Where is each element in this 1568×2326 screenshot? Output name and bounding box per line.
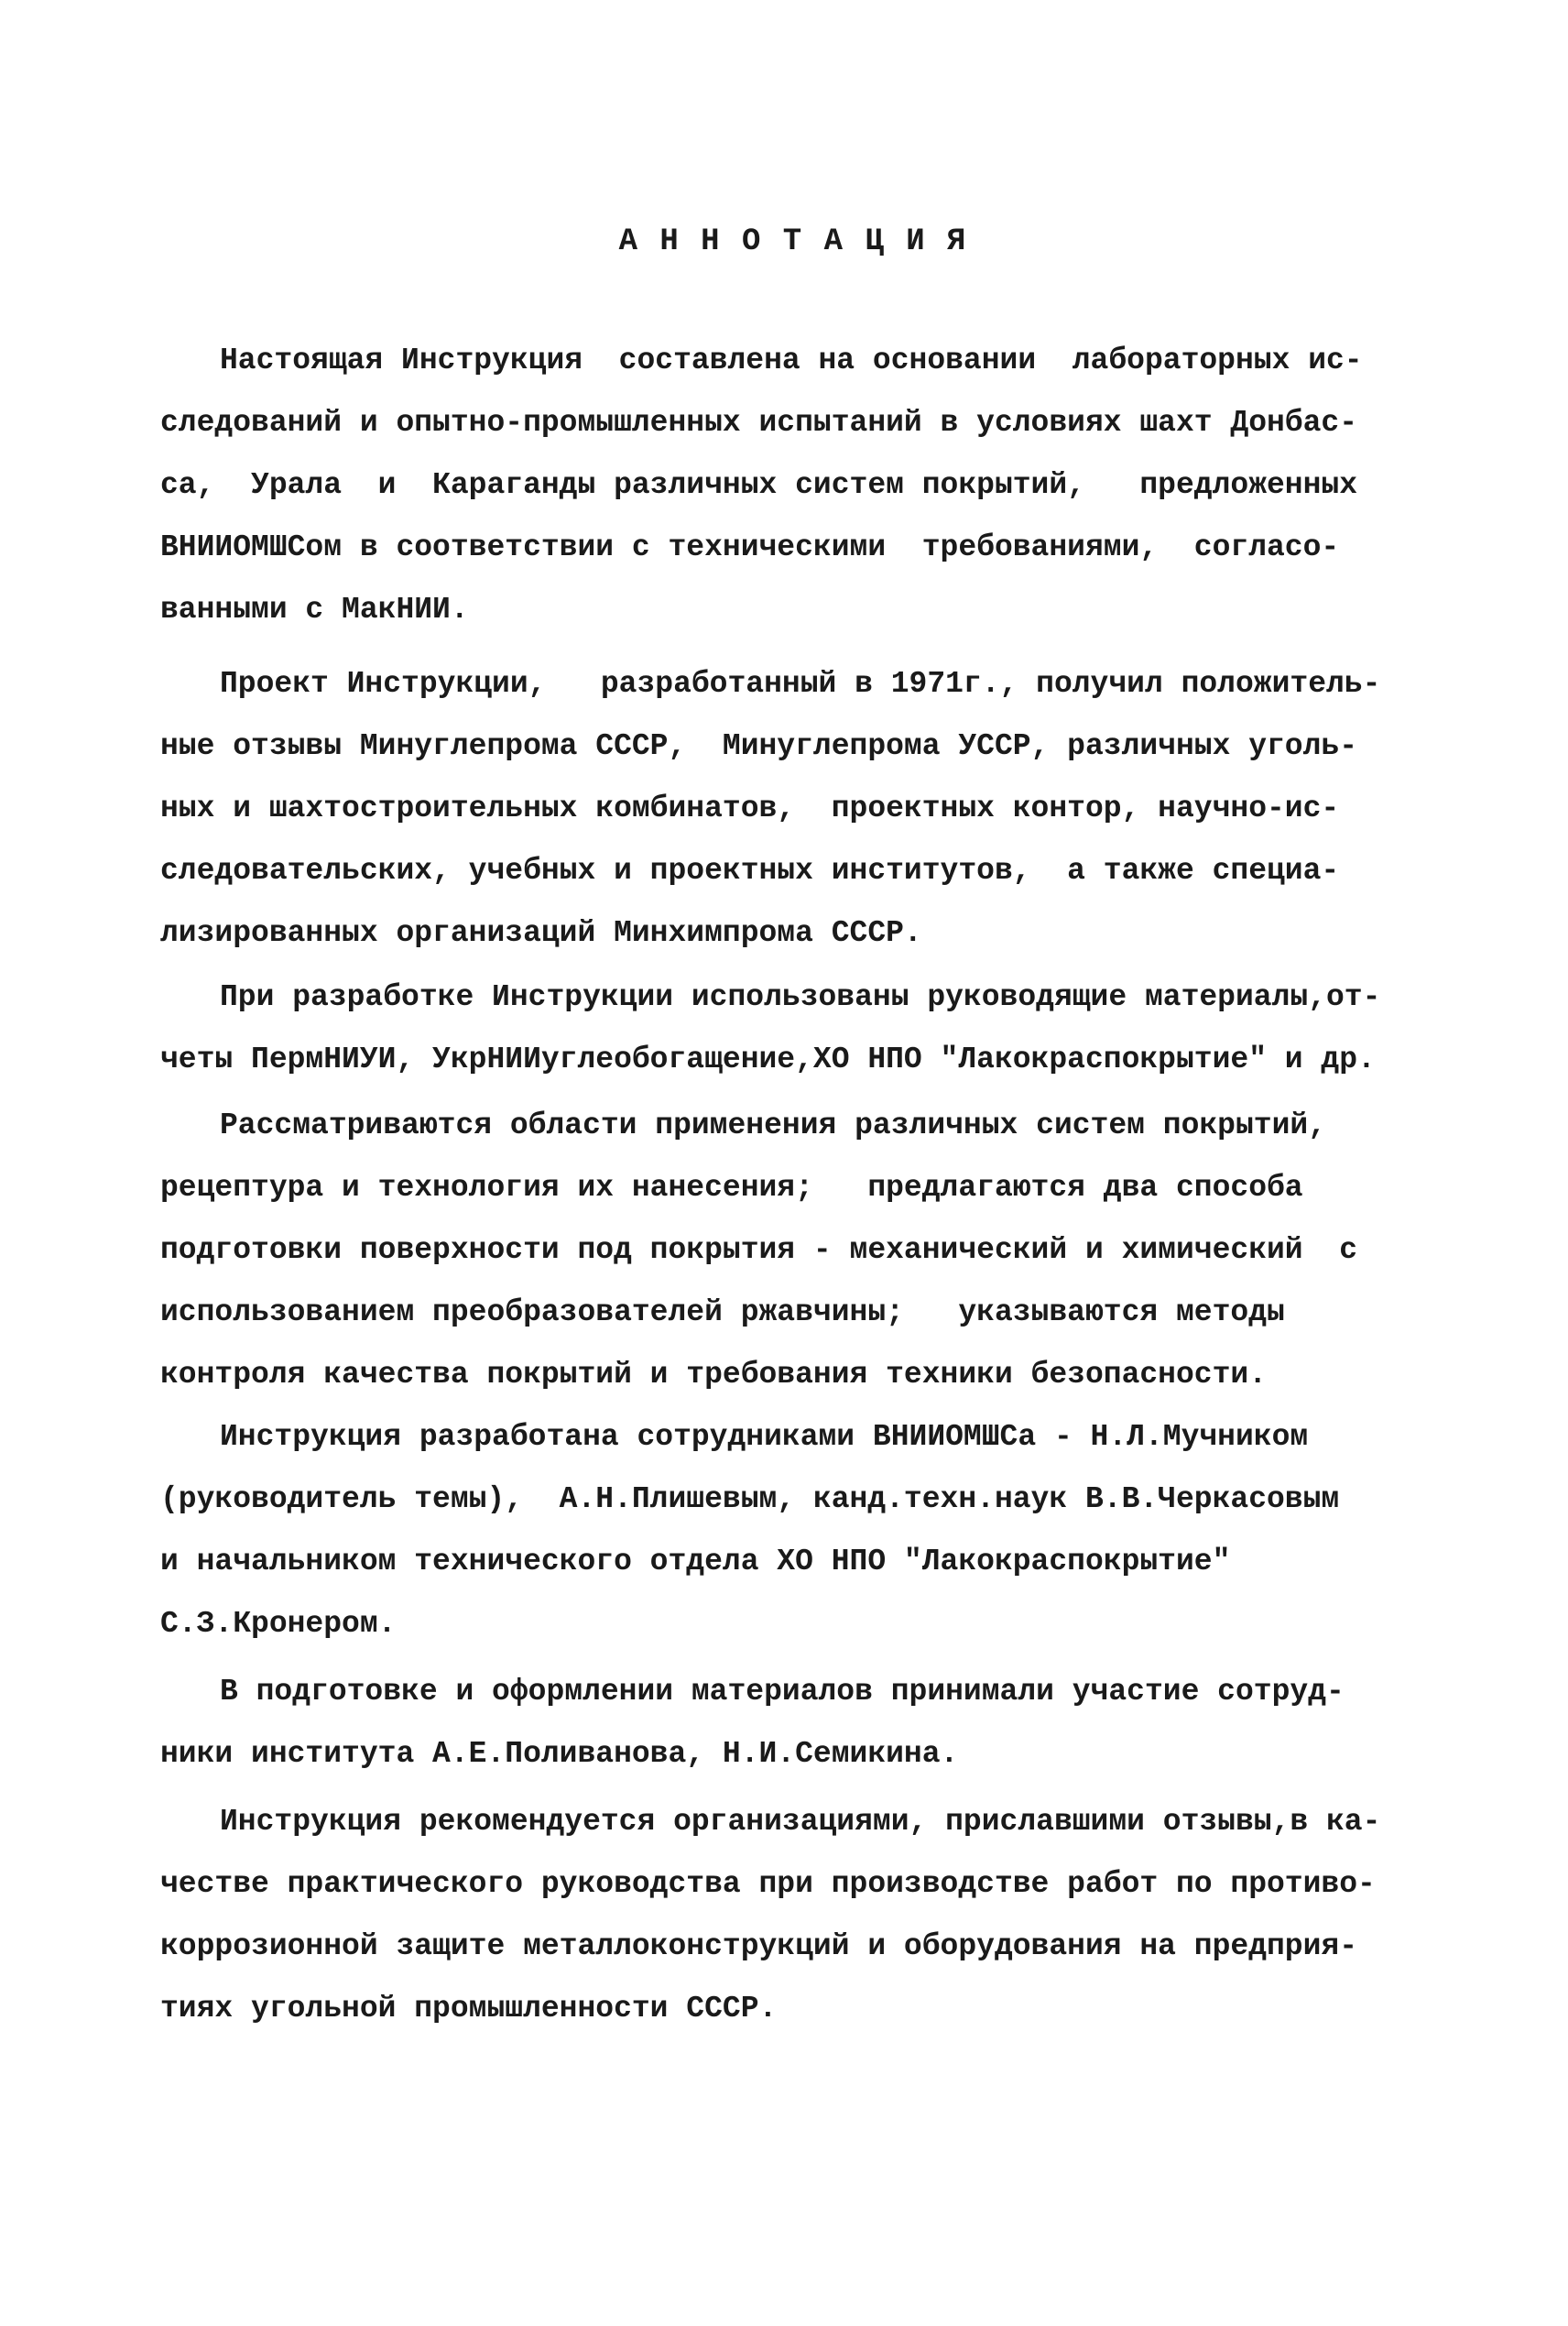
text-line: (руководитель темы), А.Н.Плишевым, канд.техн.наук В.В.Черкасовым bbox=[160, 1482, 1340, 1516]
text-line: ных и шахтостроительных комбинатов, проектных контор, научно-ис- bbox=[160, 792, 1340, 825]
paragraph-2 bbox=[160, 653, 1433, 965]
text-line: тиях угольной промышленности СССР. bbox=[160, 1992, 778, 2026]
text-line: следований и опытно-промышленных испытаний в условиях шахт Донбас- bbox=[160, 406, 1358, 440]
text-line: рецептура и технология их нанесения; предлагаются два способа bbox=[160, 1171, 1303, 1205]
text-line: использованием преобразователей ржавчины; указываются методы bbox=[160, 1295, 1285, 1329]
paragraph-1 bbox=[160, 330, 1433, 641]
text-line: ные отзывы Минуглепрома СССР, Минуглепрома УССР, различных уголь- bbox=[160, 729, 1358, 763]
paragraph-5 bbox=[160, 1406, 1433, 1655]
text-line: При разработке Инструкции использованы руководящие материалы,от- bbox=[220, 980, 1381, 1014]
text-line: В подготовке и оформлении материалов принимали участие сотруд- bbox=[220, 1675, 1345, 1709]
text-line: Проект Инструкции, разработанный в 1971г., получил положитель- bbox=[220, 667, 1381, 701]
paragraph-4 bbox=[160, 1095, 1433, 1406]
text-line: ники института А.Е.Поливанова, Н.И.Семикина. bbox=[160, 1737, 959, 1771]
text-line: Настоящая Инструкция составлена на основании лабораторных ис- bbox=[220, 344, 1363, 377]
text-line: С.З.Кронером. bbox=[160, 1607, 397, 1641]
text-line: коррозионной защите металлоконструкций и оборудования на предприя- bbox=[160, 1929, 1358, 1963]
text-line: Инструкция разработана сотрудниками ВНИИОМШСа - Н.Л.Мучником bbox=[220, 1420, 1309, 1454]
paragraph-3 bbox=[160, 966, 1433, 1091]
text-line: ВНИИОМШСом в соответствии с техническими требованиями, согласо- bbox=[160, 530, 1340, 564]
text-line: честве практического руководства при производстве работ по противо- bbox=[160, 1867, 1376, 1901]
paragraph-6 bbox=[160, 1661, 1433, 1785]
text-line: подготовки поверхности под покрытия - механический и химический с bbox=[160, 1233, 1358, 1267]
text-line: четы ПермНИУИ, УкрНИИуглеобогащение,ХО НПО "Лакокраспокрытие" и др. bbox=[160, 1043, 1376, 1076]
page-title: А Н Н О Т А Ц И Я bbox=[618, 224, 968, 259]
text-line: контроля качества покрытий и требования техники безопасности. bbox=[160, 1358, 1267, 1392]
text-line: лизированных организаций Минхимпрома СССР. bbox=[160, 916, 922, 950]
text-line: Рассматриваются области применения различных систем покрытий, bbox=[220, 1108, 1326, 1142]
text-line: Инструкция рекомендуется организациями, приславшими отзывы,в ка- bbox=[220, 1805, 1381, 1839]
text-line: и начальником технического отдела ХО НПО "Лакокраспокрытие" bbox=[160, 1545, 1231, 1578]
text-line: са, Урала и Караганды различных систем покрытий, предложенных bbox=[160, 468, 1358, 502]
paragraph-7 bbox=[160, 1791, 1433, 2040]
text-line: ванными с МакНИИ. bbox=[160, 593, 469, 627]
text-line: следовательских, учебных и проектных институтов, а также специа- bbox=[160, 854, 1340, 888]
